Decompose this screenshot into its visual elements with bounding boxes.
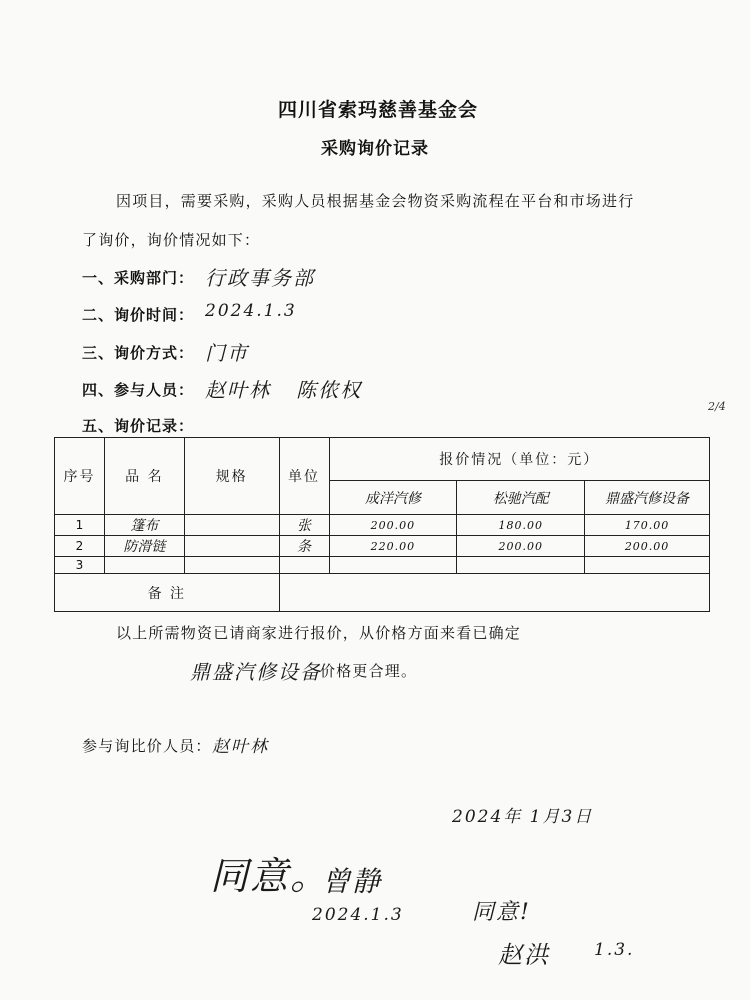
header-unit: 单位: [279, 438, 329, 515]
participant-label: 参与询比价人员：: [82, 737, 212, 755]
people-value: 赵叶林 陈侬权: [205, 378, 363, 402]
row-spec: [184, 557, 279, 574]
dept-value: 行政事务部: [205, 266, 315, 290]
conclusion-vendor: 鼎盛汽修设备: [190, 660, 322, 684]
row-seq: 2: [55, 536, 105, 557]
row-unit: 张: [279, 515, 329, 536]
intro-line-2: 了询价，询价情况如下：: [82, 231, 261, 249]
row-unit: [279, 557, 329, 574]
margin-note: 2/4: [708, 400, 726, 413]
row-spec: [184, 536, 279, 557]
method-value: 门市: [205, 341, 249, 365]
table-row: [55, 536, 710, 557]
record-label: 五、询价记录：: [82, 417, 195, 435]
header-seq: 序号: [55, 438, 105, 515]
approval-1-text: 同意。: [210, 854, 331, 898]
supplier-2: 松驰汽配: [457, 481, 585, 515]
dept-label: 一、采购部门：: [82, 269, 195, 287]
row-price-2: 180.00: [457, 515, 585, 536]
inquiry-table: [54, 437, 710, 612]
remark-value: [279, 574, 709, 612]
org-title: 四川省索玛慈善基金会: [278, 99, 479, 121]
document-date: 2024年 1月3日: [452, 807, 594, 827]
intro-line-1: 因项目，需要采购，采购人员根据基金会物资采购流程在平台和市场进行: [116, 192, 635, 210]
approval-2-signature: 赵洪: [498, 941, 550, 969]
approval-2-date: 1.3.: [594, 940, 635, 960]
method-label: 三、询价方式：: [82, 344, 195, 362]
time-label: 二、询价时间：: [82, 306, 195, 324]
conclusion-line-1: 以上所需物资已请商家进行报价，从价格方面来看已确定: [116, 624, 522, 642]
row-price-2: [457, 557, 585, 574]
doc-title: 采购询价记录: [321, 139, 429, 159]
header-item: 品 名: [104, 438, 184, 515]
row-price-3: [585, 557, 710, 574]
header-spec: 规格: [184, 438, 279, 515]
row-spec: [184, 515, 279, 536]
approval-1-date: 2024.1.3: [312, 905, 404, 925]
remark-label: 备 注: [55, 574, 280, 612]
row-item: 防滑链: [104, 536, 184, 557]
header-quote: 报价情况（单位：元）: [329, 438, 709, 481]
row-price-1: 220.00: [329, 536, 457, 557]
approval-1-signature: 曾静: [322, 865, 383, 898]
row-seq: 1: [55, 515, 105, 536]
supplier-1: 成洋汽修: [329, 481, 457, 515]
time-value: 2024.1.3: [205, 301, 297, 321]
row-seq: 3: [55, 557, 105, 574]
row-price-2: 200.00: [457, 536, 585, 557]
row-unit: 条: [279, 536, 329, 557]
row-price-1: [329, 557, 457, 574]
supplier-3: 鼎盛汽修设备: [585, 481, 710, 515]
conclusion-tail: 价格更合理。: [320, 662, 418, 680]
table-row: [55, 515, 710, 536]
row-price-1: 200.00: [329, 515, 457, 536]
participant-signature: 赵叶林: [212, 737, 269, 757]
row-price-3: 170.00: [585, 515, 710, 536]
row-item: 篷布: [104, 515, 184, 536]
row-item: [104, 557, 184, 574]
row-price-3: 200.00: [585, 536, 710, 557]
approval-2-text: 同意!: [472, 900, 531, 925]
people-label: 四、参与人员：: [82, 381, 195, 399]
table-row: [55, 557, 710, 574]
